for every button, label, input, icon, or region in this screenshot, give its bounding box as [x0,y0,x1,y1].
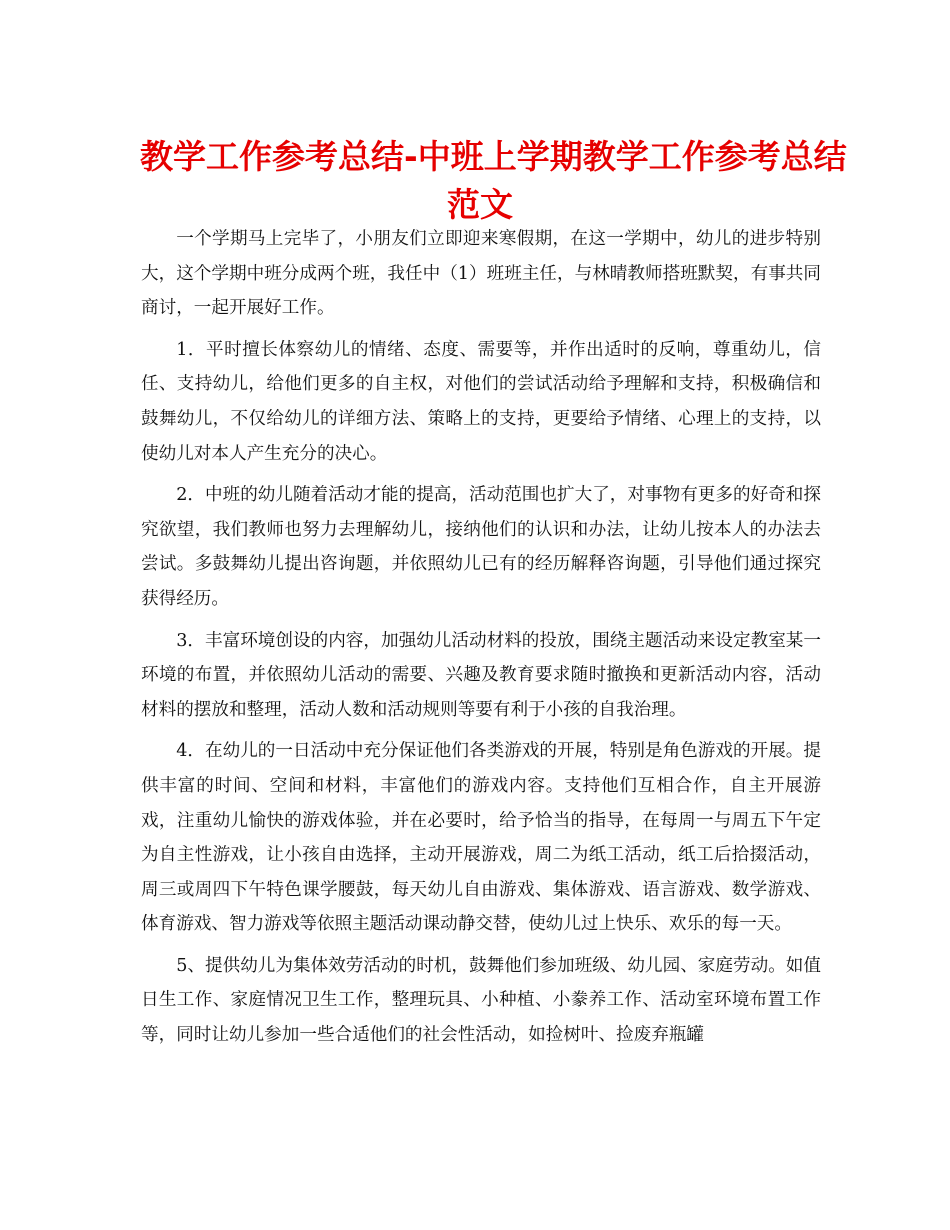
document-title [140,133,847,229]
paragraph-item-4: 4．在幼儿的一日活动中充分保证他们各类游戏的开展，特别是角色游戏的开展。提供丰富的时间、空间和材料，丰富他们的游戏内容。支持他们互相合作，自主开展游戏，注重幼儿愉快的游戏体验，并在必要时，给予恰当的指导，在每周一与周五下午定为自主性游戏，让小孩自由选择，主动开展游戏，周二为纸工活动，纸工后拾掇活动，周三或周四下午特色课学腰鼓，每天幼儿自由游戏、集体游戏、语言游戏、数学游戏、体育游戏、智力游戏等依照主题活动课动静交替，使幼儿过上快乐、欢乐的每一天。 [141,741,821,935]
paragraph-item-2: 2．中班的幼儿随着活动才能的提高，活动范围也扩大了，对事物有更多的好奇和探究欲望，我们教师也努力去理解幼儿，接纳他们的认识和办法，让幼儿按本人的办法去尝试。多鼓舞幼儿提出咨询题，并依照幼儿已有的经历解释咨询题，引导他们通过探究获得经历。 [141,485,821,609]
document-title-line-2: 范文 [447,185,513,224]
paragraph-intro: 一个学期马上完毕了，小朋友们立即迎来寒假期，在这一学期中，幼儿的进步特别大，这个学期中班分成两个班，我任中（1）班班主任，与林晴教师搭班默契，有事共同商讨，一起开展好工作。 [141,229,821,319]
paragraph-item-3: 3．丰富环境创设的内容，加强幼儿活动材料的投放，围绕主题活动来设定教室某一环境的布置，并依照幼儿活动的需要、兴趣及教育要求随时撤换和更新活动内容，活动材料的摆放和整理，活动人数和活动规则等要有利于小孩的自我治理。 [141,630,821,720]
paragraph-item-1: 1．平时擅长体察幼儿的情绪、态度、需要等，并作出适时的反响，尊重幼儿，信任、支持幼儿，给他们更多的自主权，对他们的尝试活动给予理解和支持，积极确信和鼓舞幼儿，不仅给幼儿的详细方法、策略上的支持，更要给予情绪、心理上的支持，以使幼儿对本人产生充分的决心。 [141,339,821,464]
document-body [141,222,821,1060]
paragraph-item-5: 5、提供幼儿为集体效劳活动的时机，鼓舞他们参加班级、幼儿园、家庭劳动。如值日生工作、家庭情况卫生工作，整理玩具、小种植、小豢养工作、活动室环境布置工作等，同时让幼儿参加一些合适他们的社会性活动，如捡树叶、捡废弃瓶罐 [141,955,821,1046]
document-title-line-1: 教学工作参考总结-中班上学期教学工作参考总结 [140,137,847,176]
